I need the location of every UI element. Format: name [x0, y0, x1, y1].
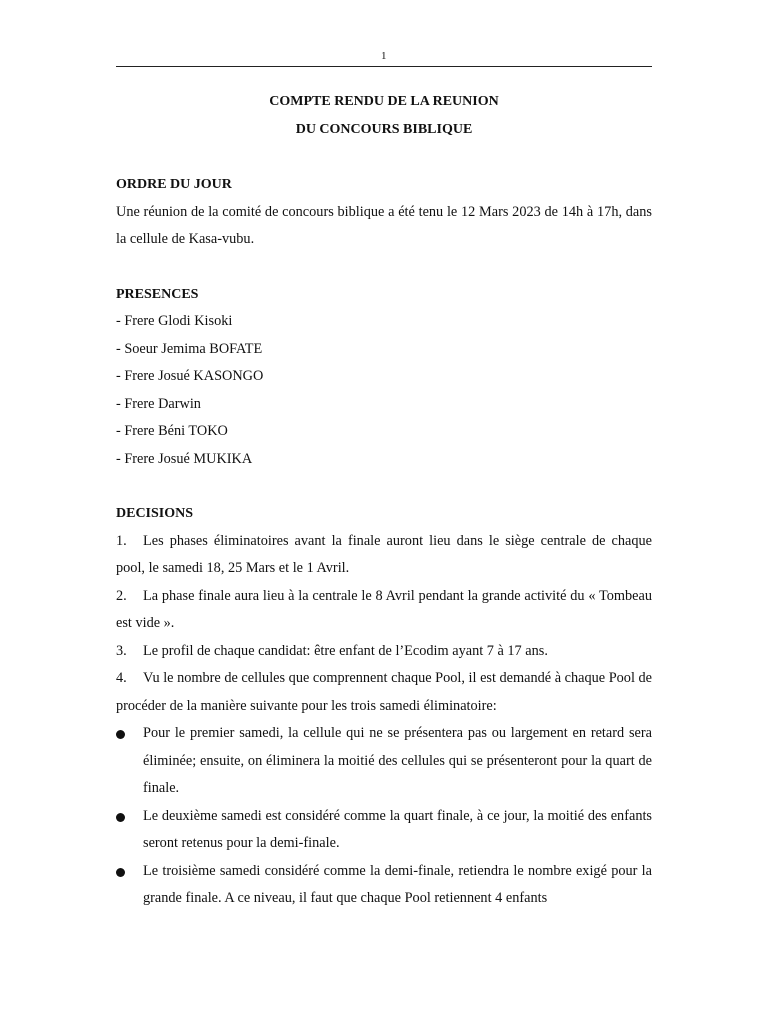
- decision-item: [116, 638, 652, 666]
- decision-number: 3.: [116, 642, 127, 659]
- decisions-heading: DECISIONS: [116, 506, 194, 521]
- page-number: 1: [381, 50, 387, 62]
- presence-item: - Frere Glodi Kisoki: [116, 313, 233, 329]
- header-rule: [116, 66, 652, 67]
- document-title-line-1: COMPTE RENDU DE LA REUNION: [269, 94, 499, 109]
- decision-number: 1.: [116, 532, 127, 549]
- decision-number: 2.: [116, 587, 127, 604]
- presences-heading: PRESENCES: [116, 286, 199, 302]
- presence-item: - Frere Béni TOKO: [116, 423, 228, 439]
- spacer: [116, 473, 652, 500]
- presence-item: - Frere Darwin: [116, 395, 201, 412]
- decision-text: La phase finale aura lieu à la centrale le 8 Avril pendant la grande activité du « Tombeau est vide ».: [116, 587, 652, 631]
- spacer: [116, 254, 652, 281]
- decision-text: Vu le nombre de cellules que comprennent chaque Pool, il est demandé à chaque Pool de procéder de la manière suivante pour les trois samedi éliminatoire:: [116, 670, 652, 714]
- spacer: [116, 144, 652, 171]
- decision-text: Les phases éliminatoires avant la finale auront lieu dans le siège centrale de chaque pool, le samedi 18, 25 Mars et le 1 Avril.: [116, 532, 652, 576]
- ordre-du-jour-text: Une réunion de la comité de concours biblique a été tenu le 12 Mars 2023 de 14h à 17h, dans la cellule de Kasa-vubu.: [116, 203, 652, 247]
- bullet-text: Le troisième samedi considéré comme la demi-finale, retiendra le nombre exigé pour la grande finale. A ce niveau, il faut que chaque Pool retiennent 4 enfants: [143, 862, 652, 906]
- decision-text: Le profil de chaque candidat: être enfant de l’Ecodim ayant 7 à 17 ans.: [143, 642, 548, 659]
- decision-item: [116, 583, 652, 638]
- decision-item: [116, 665, 652, 720]
- decision-item: [116, 528, 652, 583]
- bullet-dot-icon: [116, 813, 125, 822]
- bullet-text: Le deuxième samedi est considéré comme la quart finale, à ce jour, la moitié des enfants seront retenus pour la demi-finale.: [143, 807, 652, 851]
- bullet-item: [116, 803, 652, 858]
- bullet-text: Pour le premier samedi, la cellule qui ne se présentera pas ou largement en retard sera éliminée; ensuite, on éliminera la moitié des cellules qui se présenteront pour la quart de finale.: [143, 725, 652, 796]
- document-body: [116, 88, 652, 913]
- decision-number: 4.: [116, 670, 127, 686]
- bullet-dot-icon: [116, 730, 125, 739]
- bullet-item: [116, 858, 652, 913]
- presence-item: - Soeur Jemima BOFATE: [116, 340, 263, 357]
- bullet-dot-icon: [116, 868, 125, 877]
- presence-item: - Frere Josué KASONGO: [116, 368, 264, 384]
- ordre-du-jour-heading: ORDRE DU JOUR: [116, 177, 232, 192]
- document-title-line-2: DU CONCOURS BIBLIQUE: [295, 122, 473, 137]
- bullet-item: [116, 720, 652, 803]
- presence-item: - Frere Josué MUKIKA: [116, 450, 253, 467]
